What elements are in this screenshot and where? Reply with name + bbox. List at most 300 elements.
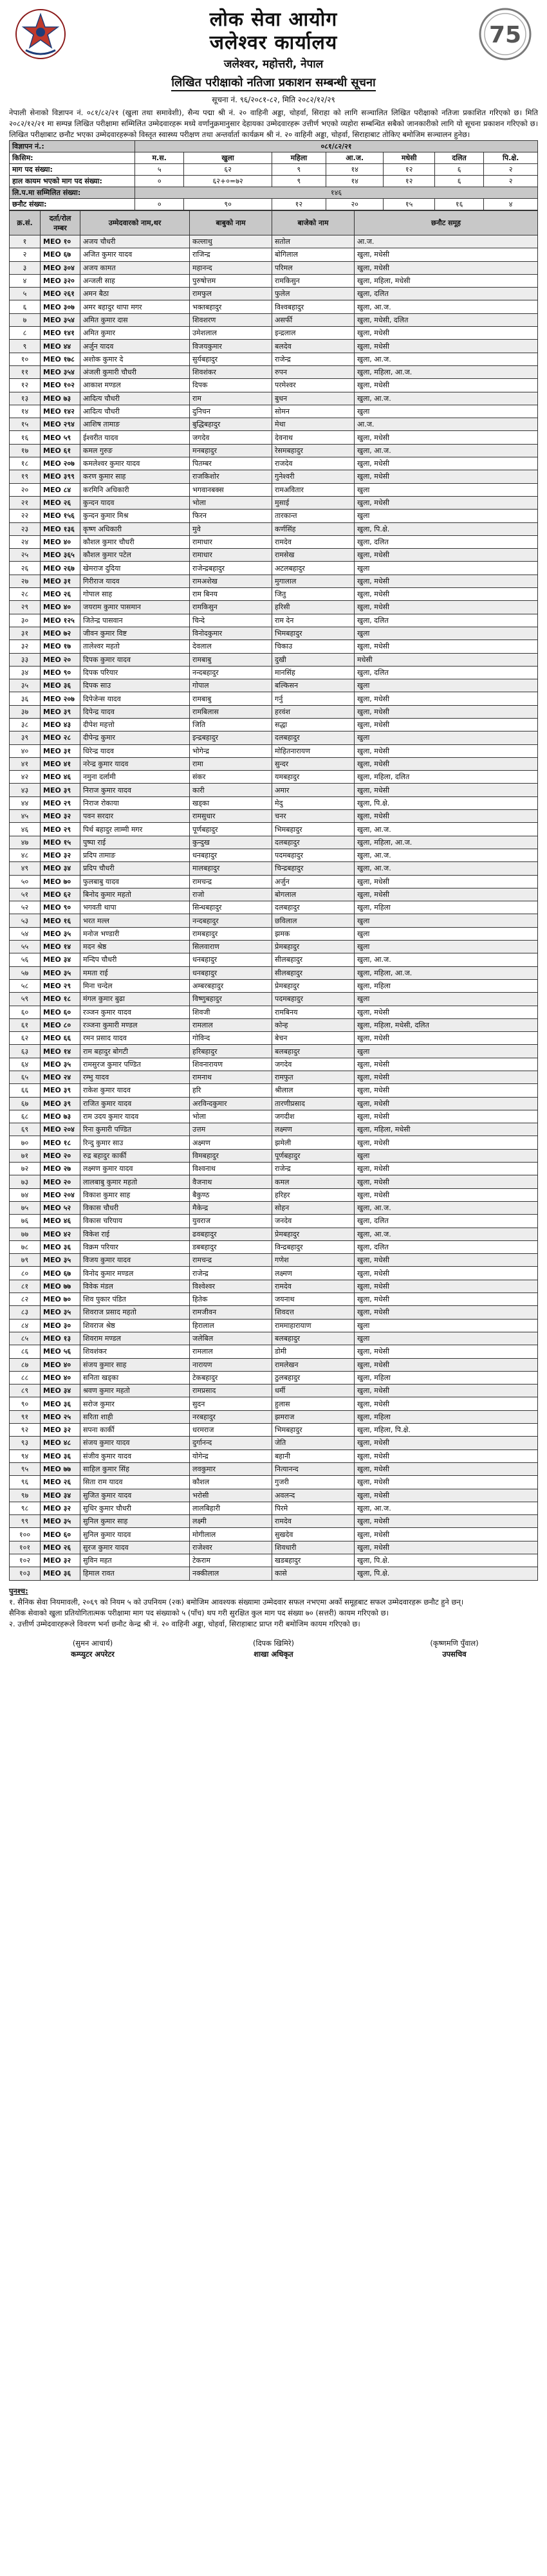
- grandfather-name-cell: अमार: [272, 784, 355, 796]
- table-row: [10, 549, 538, 562]
- candidate-name-cell: अमर बहादुर थापा मगर: [80, 300, 190, 313]
- grandfather-name-cell: बलबहादुर: [272, 1045, 355, 1058]
- serial-cell: ६३: [10, 1045, 41, 1058]
- serial-cell: ४: [10, 274, 41, 287]
- table-row: [10, 1449, 538, 1462]
- serial-cell: २५: [10, 549, 41, 562]
- grandfather-name-cell: विश्वबहादुर: [272, 300, 355, 313]
- grandfather-name-cell: हरवंश: [272, 705, 355, 718]
- passed-label: छनौट संख्या:: [10, 199, 135, 210]
- grandfather-name-cell: जेति: [272, 1437, 355, 1449]
- candidate-name-cell: दिपक साउ: [80, 679, 190, 692]
- father-name-cell: गोविन्द: [190, 1032, 272, 1045]
- demand-cell: २: [484, 164, 538, 176]
- signatory-role: कम्प्युटर अपरेटर: [71, 1649, 115, 1659]
- passed-cell: ४: [484, 199, 538, 210]
- candidate-name-cell: सुनिल कुमार यादव: [80, 1528, 190, 1541]
- total-label: लि.प.मा सम्मिलित संख्या:: [10, 187, 135, 199]
- grandfather-name-cell: मुगालाल: [272, 575, 355, 587]
- roll-number-cell: MEO ३५: [41, 1254, 80, 1267]
- candidate-name-cell: जितेन्द्र पासवान: [80, 614, 190, 627]
- father-name-cell: सिन्धबहादुर: [190, 901, 272, 914]
- father-name-cell: राजकिशोर: [190, 470, 272, 483]
- selection-group-cell: खुला, मधेसी: [355, 1058, 538, 1071]
- roll-number-cell: MEO २६७: [41, 562, 80, 575]
- grandfather-name-cell: राम देन: [272, 614, 355, 627]
- selection-group-cell: खुला, मधेसी: [355, 248, 538, 261]
- serial-cell: ९६: [10, 1476, 41, 1489]
- table-row: [10, 1554, 538, 1567]
- father-name-cell: रामचन्द्र: [190, 875, 272, 888]
- father-name-cell: जिति: [190, 718, 272, 731]
- selection-group-cell: खुला, दलित: [355, 666, 538, 679]
- serial-cell: ५४: [10, 927, 41, 940]
- grandfather-name-cell: डोमी: [272, 1345, 355, 1358]
- father-name-cell: नन्दबहादुर: [190, 666, 272, 679]
- table-row: [10, 1163, 538, 1175]
- selection-group-cell: खुला, मधेसी: [355, 810, 538, 823]
- serial-cell: ३: [10, 261, 41, 274]
- father-name-cell: मालबहादुर: [190, 862, 272, 875]
- selection-group-cell: खुला: [355, 562, 538, 575]
- grandfather-name-cell: सोहन: [272, 1201, 355, 1214]
- selection-group-cell: खुला, मधेसी: [355, 744, 538, 757]
- table-row: [10, 1018, 538, 1031]
- father-name-cell: लक्ष्मी: [190, 1515, 272, 1528]
- table-row: [10, 1397, 538, 1410]
- notes-title: पुनश्च:: [9, 1586, 28, 1596]
- father-name-cell: रामाधार: [190, 535, 272, 548]
- table-row: [10, 1424, 538, 1437]
- roll-number-cell: MEO ३२०: [41, 274, 80, 287]
- selection-group-cell: खुला, मधेसी: [355, 1032, 538, 1045]
- serial-cell: ७४: [10, 1188, 41, 1201]
- grandfather-name-cell: हरिहर: [272, 1188, 355, 1201]
- candidate-name-cell: सुरज कुमार यादव: [80, 1541, 190, 1554]
- father-name-cell: सुर्यबहादुर: [190, 353, 272, 365]
- table-row: [10, 1136, 538, 1149]
- table-row: [10, 405, 538, 418]
- roll-number-cell: MEO ४६: [41, 1215, 80, 1228]
- selection-group-cell: खुला, दलित: [355, 1240, 538, 1253]
- grandfather-name-cell: बलदेव: [272, 340, 355, 353]
- table-row: [10, 1254, 538, 1267]
- serial-cell: ६२: [10, 1032, 41, 1045]
- roll-number-cell: MEO ९०: [41, 666, 80, 679]
- serial-cell: ३४: [10, 666, 41, 679]
- candidate-name-cell: सुधिर कुमार चौधरी: [80, 1502, 190, 1514]
- serial-cell: ३७: [10, 705, 41, 718]
- candidate-name-cell: आदित्य चौधरी: [80, 392, 190, 405]
- father-name-cell: हरिबहादुर: [190, 1045, 272, 1058]
- grandfather-name-cell: खडबहादुर: [272, 1554, 355, 1567]
- org-office: जलेश्वर कार्यालय: [209, 32, 338, 54]
- table-row: [10, 522, 538, 535]
- father-name-cell: नारायण: [190, 1358, 272, 1371]
- candidate-name-cell: शिवशंकर: [80, 1345, 190, 1358]
- father-name-cell: अम्बरबहादुर: [190, 979, 272, 992]
- serial-cell: ११: [10, 365, 41, 378]
- selection-group-cell: खुला, महिला: [355, 1410, 538, 1423]
- candidate-name-cell: नमुना दर्लामी: [80, 771, 190, 784]
- selection-group-cell: खुला, मधेसी: [355, 1267, 538, 1280]
- demand-cell: ६२: [184, 164, 272, 176]
- table-row: [10, 1215, 538, 1228]
- grandfather-name-cell: मेथा: [272, 418, 355, 431]
- serial-cell: १००: [10, 1528, 41, 1541]
- grandfather-name-cell: राजेन्द्र: [272, 353, 355, 365]
- serial-cell: ६७: [10, 1097, 41, 1110]
- roll-number-cell: MEO ६१: [41, 444, 80, 457]
- father-name-cell: हिरालाल: [190, 1319, 272, 1332]
- candidate-name-cell: अशोक कुमार दे: [80, 353, 190, 365]
- grandfather-name-cell: सीलबहादुर: [272, 966, 355, 979]
- selection-group-cell: खुला, दलित: [355, 288, 538, 300]
- total-value: १४६: [135, 187, 538, 199]
- table-row: [10, 718, 538, 731]
- serial-cell: १: [10, 235, 41, 248]
- grandfather-name-cell: गणेश: [272, 1254, 355, 1267]
- selection-group-cell: खुला, मधेसी: [355, 1175, 538, 1188]
- notice-ref: सूचना नं. ९६/२०८१-८२, मिति २०८२/१२/२९: [212, 95, 335, 104]
- notes: [9, 1586, 538, 1630]
- candidate-name-cell: हिमाल रावत: [80, 1567, 190, 1580]
- roll-number-cell: MEO ७०: [41, 875, 80, 888]
- selection-group-cell: खुला, मधेसी: [355, 1071, 538, 1084]
- table-row: [10, 601, 538, 614]
- father-name-cell: विष्णुबहादुर: [190, 993, 272, 1006]
- demand-row: [10, 164, 538, 176]
- serial-cell: ४७: [10, 836, 41, 849]
- roll-number-cell: MEO ४२: [41, 1228, 80, 1240]
- serial-cell: २: [10, 248, 41, 261]
- selection-group-cell: खुला, आ.ज.: [355, 300, 538, 313]
- father-name-cell: हरि: [190, 1084, 272, 1097]
- grandfather-name-cell: दलबहादुर: [272, 731, 355, 744]
- selection-group-cell: खुला, दलित: [355, 535, 538, 548]
- candidate-name-cell: पुष्पा राई: [80, 836, 190, 849]
- candidate-name-cell: कमल गुरुङ: [80, 444, 190, 457]
- father-name-cell: संकर: [190, 771, 272, 784]
- selection-group-cell: खुला, मधेसी: [355, 1254, 538, 1267]
- table-row: [10, 757, 538, 770]
- selection-group-cell: खुला, आ.ज.: [355, 823, 538, 836]
- selection-group-cell: खुला, मधेसी: [355, 261, 538, 274]
- candidate-name-cell: जयराम कुमार पासमान: [80, 601, 190, 614]
- selection-group-cell: खुला, महिला, मधेसी: [355, 274, 538, 287]
- selection-group-cell: खुला, मधेसी: [355, 1358, 538, 1371]
- selection-group-cell: खुला, मधेसी: [355, 1084, 538, 1097]
- father-name-cell: रामलाल: [190, 1018, 272, 1031]
- selection-group-cell: खुला, महिला: [355, 901, 538, 914]
- table-row: [10, 875, 538, 888]
- grandfather-name-cell: पिरमे: [272, 1502, 355, 1514]
- father-name-cell: पुरुषोत्तम: [190, 274, 272, 287]
- demand-cell: ५: [135, 164, 184, 176]
- roll-number-cell: MEO ३९९: [41, 470, 80, 483]
- table-row: [10, 1502, 538, 1514]
- candidate-name-cell: कौशल कुमार चौधरी: [80, 535, 190, 548]
- selection-group-cell: खुला, महिला, आ.ज.: [355, 365, 538, 378]
- government-emblem-icon: [13, 8, 68, 60]
- father-name-cell: नन्दबहादुर: [190, 914, 272, 927]
- roll-number-cell: MEO १८: [41, 1136, 80, 1149]
- candidate-name-cell: दिपक कुमार यादव: [80, 653, 190, 666]
- roll-number-cell: MEO ७०: [41, 1293, 80, 1306]
- grandfather-name-cell: रामफुत: [272, 1071, 355, 1084]
- table-row: [10, 1489, 538, 1502]
- candidate-name-cell: भरत मल्ल: [80, 914, 190, 927]
- table-row: [10, 941, 538, 953]
- serial-cell: ८५: [10, 1332, 41, 1345]
- serial-cell: १९: [10, 470, 41, 483]
- table-row: [10, 340, 538, 353]
- selection-group-cell: खुला, आ.ज.: [355, 862, 538, 875]
- roll-number-cell: MEO २०७: [41, 692, 80, 705]
- father-name-cell: सिलवाराण: [190, 941, 272, 953]
- father-name-cell: राम: [190, 392, 272, 405]
- grandfather-name-cell: रामकिसुन: [272, 274, 355, 287]
- roll-number-cell: MEO ४०: [41, 601, 80, 614]
- table-row: [10, 418, 538, 431]
- signature-operator: [28, 1639, 157, 1659]
- selection-group-cell: खुला, मधेसी: [355, 379, 538, 392]
- roll-number-cell: MEO ३०: [41, 1319, 80, 1332]
- candidate-name-cell: लालबाबु कुमार महतो: [80, 1175, 190, 1188]
- serial-cell: २४: [10, 535, 41, 548]
- grandfather-name-cell: शिवदत्त: [272, 1306, 355, 1319]
- grandfather-name-cell: सीलबहादुर: [272, 953, 355, 966]
- selection-group-cell: खुला, मधेसी: [355, 718, 538, 731]
- selection-group-cell: खुला, मधेसी: [355, 1163, 538, 1175]
- roll-number-cell: MEO ६६: [41, 1032, 80, 1045]
- roll-number-cell: MEO १३६: [41, 522, 80, 535]
- selection-group-cell: खुला, महिला, आ.ज.: [355, 836, 538, 849]
- table-row: [10, 1319, 538, 1332]
- table-row: [10, 470, 538, 483]
- father-name-cell: मनबहादुर: [190, 444, 272, 457]
- candidate-name-cell: कमलेश्वर कुमार यादव: [80, 457, 190, 470]
- serial-cell: ७७: [10, 1228, 41, 1240]
- selection-group-cell: खुला, मधेसी: [355, 1306, 538, 1319]
- selection-group-cell: खुला, मधेसी: [355, 705, 538, 718]
- table-row: [10, 1332, 538, 1345]
- father-name-cell: टेकबहादुर: [190, 1371, 272, 1384]
- serial-cell: ४३: [10, 784, 41, 796]
- category-row: [10, 152, 538, 164]
- candidate-name-cell: मन्दिप चौधरी: [80, 953, 190, 966]
- grandfather-name-cell: भिमबहादुर: [272, 1424, 355, 1437]
- candidate-name-cell: अर्जुन यादव: [80, 340, 190, 353]
- selection-group-cell: खुला, मधेसी: [355, 575, 538, 587]
- roll-number-cell: MEO २६: [41, 588, 80, 601]
- roll-number-cell: MEO ३४: [41, 1489, 80, 1502]
- serial-cell: २७: [10, 575, 41, 587]
- roll-number-cell: MEO ७७: [41, 1462, 80, 1475]
- serial-cell: ५३: [10, 914, 41, 927]
- table-row: [10, 457, 538, 470]
- serial-cell: १७: [10, 444, 41, 457]
- selection-group-cell: खुला, मधेसी: [355, 1136, 538, 1149]
- selection-group-cell: खुला, मधेसी: [355, 1476, 538, 1489]
- roll-number-cell: MEO २०७: [41, 457, 80, 470]
- roll-number-cell: MEO ६०: [41, 1528, 80, 1541]
- serial-cell: ३६: [10, 692, 41, 705]
- father-name-cell: दुर्गानन्द: [190, 1437, 272, 1449]
- selection-group-cell: खुला: [355, 679, 538, 692]
- candidate-name-cell: धिरेन्द्र यादव: [80, 744, 190, 757]
- candidate-name-cell: दीपेन्द्र कुमार: [80, 731, 190, 744]
- table-row: [10, 365, 538, 378]
- table-row: [10, 300, 538, 313]
- grandfather-name-cell: अर्जुन: [272, 875, 355, 888]
- serial-cell: २२: [10, 510, 41, 522]
- selection-group-cell: खुला, मधेसी: [355, 1541, 538, 1554]
- grandfather-name-cell: अवलन्द: [272, 1489, 355, 1502]
- filled-cell: ९: [272, 176, 326, 187]
- candidate-name-cell: अजित कुमार यादव: [80, 248, 190, 261]
- roll-number-cell: MEO १२५: [41, 614, 80, 627]
- table-row: [10, 1293, 538, 1306]
- serial-cell: ७२: [10, 1163, 41, 1175]
- candidate-name-cell: अजय कामत: [80, 261, 190, 274]
- table-row: [10, 1175, 538, 1188]
- table-row: [10, 1385, 538, 1397]
- roll-number-cell: MEO ३६: [41, 679, 80, 692]
- serial-cell: ५१: [10, 888, 41, 901]
- father-name-cell: ढवबहादुर: [190, 1228, 272, 1240]
- grandfather-name-cell: चनर: [272, 810, 355, 823]
- table-row: [10, 1476, 538, 1489]
- serial-cell: ६१: [10, 1018, 41, 1031]
- col-header-father: बाबुको नाम: [190, 211, 272, 235]
- selection-group-cell: खुला, महिला, आ.ज.: [355, 966, 538, 979]
- table-row: [10, 327, 538, 340]
- father-name-cell: अक्ष्मण: [190, 1136, 272, 1149]
- table-row: [10, 627, 538, 639]
- grandfather-name-cell: गुजरी: [272, 1476, 355, 1489]
- table-row: [10, 274, 538, 287]
- notice-title: लिखित परीक्षाको नतिजा प्रकाशन सम्बन्धी सूचना: [171, 76, 375, 91]
- roll-number-cell: MEO १७८: [41, 353, 80, 365]
- roll-number-cell: MEO २६: [41, 1476, 80, 1489]
- signatory-role: शाखा अधिकृत: [254, 1649, 293, 1659]
- filled-cell: ६: [434, 176, 483, 187]
- candidate-name-cell: अमित कुमार दास: [80, 313, 190, 326]
- candidate-name-cell: प्रदिप तामाङ: [80, 849, 190, 861]
- candidate-name-cell: मंगल कुमार बुढा: [80, 993, 190, 1006]
- table-row: [10, 235, 538, 248]
- table-row: [10, 901, 538, 914]
- grandfather-name-cell: रामलेखन: [272, 1358, 355, 1371]
- candidate-name-cell: विक्रम परियार: [80, 1240, 190, 1253]
- grandfather-name-cell: रुपन: [272, 365, 355, 378]
- roll-number-cell: MEO १३: [41, 1332, 80, 1345]
- demand-cell: ६: [434, 164, 483, 176]
- table-row: [10, 653, 538, 666]
- candidate-name-cell: श्रवण कुमार महतो: [80, 1385, 190, 1397]
- serial-cell: ९३: [10, 1437, 41, 1449]
- serial-cell: ६८: [10, 1110, 41, 1123]
- father-name-cell: राजेन्द्रबहादुर: [190, 562, 272, 575]
- serial-cell: ४५: [10, 810, 41, 823]
- father-name-cell: रामबाबु: [190, 653, 272, 666]
- grandfather-name-cell: बल्किसन: [272, 679, 355, 692]
- advert-row: [10, 141, 538, 152]
- serial-cell: ५६: [10, 953, 41, 966]
- roll-number-cell: MEO ३२: [41, 810, 80, 823]
- grandfather-name-cell: सोमन: [272, 405, 355, 418]
- selection-group-cell: खुला, पि.क्षे.: [355, 796, 538, 809]
- selection-group-cell: खुला, महिला, मधेसी: [355, 1123, 538, 1136]
- selection-group-cell: खुला, मधेसी: [355, 875, 538, 888]
- table-row: [10, 1032, 538, 1045]
- table-row: [10, 966, 538, 979]
- roll-number-cell: MEO ३२: [41, 1424, 80, 1437]
- candidate-name-cell: फुलबाबु यादव: [80, 875, 190, 888]
- roll-number-cell: MEO ३२: [41, 849, 80, 861]
- table-row: [10, 288, 538, 300]
- roll-number-cell: MEO २८: [41, 731, 80, 744]
- table-row: [10, 1528, 538, 1541]
- grandfather-name-cell: गुनेश्वरी: [272, 470, 355, 483]
- selection-group-cell: खुला, मधेसी: [355, 1462, 538, 1475]
- selection-group-cell: खुला, मधेसी: [355, 1397, 538, 1410]
- serial-cell: ८६: [10, 1345, 41, 1358]
- serial-cell: ९१: [10, 1410, 41, 1423]
- vacancy-info-table: [9, 140, 538, 210]
- table-row: [10, 431, 538, 444]
- candidate-name-cell: करण कुमार साह: [80, 470, 190, 483]
- candidate-name-cell: शिवराम मण्डल: [80, 1332, 190, 1345]
- father-name-cell: फिरन: [190, 510, 272, 522]
- grandfather-name-cell: बोगलाल: [272, 888, 355, 901]
- candidate-name-cell: विकास चरियाय: [80, 1215, 190, 1228]
- serial-cell: ८७: [10, 1358, 41, 1371]
- selection-group-cell: खुला: [355, 510, 538, 522]
- grandfather-name-cell: कोन्ह: [272, 1018, 355, 1031]
- candidate-name-cell: जीवन कुमार विष्ट: [80, 627, 190, 639]
- grandfather-name-cell: रामअवितार: [272, 483, 355, 496]
- roll-number-cell: MEO ६७: [41, 248, 80, 261]
- father-name-cell: विजयकुमार: [190, 340, 272, 353]
- candidate-name-cell: ईश्वरीत यादव: [80, 431, 190, 444]
- roll-number-cell: MEO २६: [41, 496, 80, 509]
- serial-cell: ८: [10, 327, 41, 340]
- selection-group-cell: खुला, मधेसी: [355, 601, 538, 614]
- father-name-cell: रामनाथ: [190, 1071, 272, 1084]
- serial-cell: ४४: [10, 796, 41, 809]
- serial-cell: ७९: [10, 1254, 41, 1267]
- roll-number-cell: MEO ३४: [41, 1385, 80, 1397]
- serial-cell: ३३: [10, 653, 41, 666]
- filled-cell: २: [484, 176, 538, 187]
- father-name-cell: मैकेन्द्र: [190, 1201, 272, 1214]
- selection-group-cell: खुला, महिला: [355, 979, 538, 992]
- selection-group-cell: मधेसी: [355, 653, 538, 666]
- father-name-cell: अरविन्दकुमार: [190, 1097, 272, 1110]
- roll-number-cell: MEO १८: [41, 993, 80, 1006]
- father-name-cell: योगेन्द्र: [190, 1449, 272, 1462]
- father-name-cell: विमबहादुर: [190, 1149, 272, 1162]
- roll-number-cell: MEO ३५: [41, 1058, 80, 1071]
- grandfather-name-cell: जगदीश: [272, 1110, 355, 1123]
- father-name-cell: रामसुधार: [190, 810, 272, 823]
- candidate-name-cell: अजय चौधरी: [80, 235, 190, 248]
- selection-group-cell: खुला, मधेसी: [355, 1345, 538, 1358]
- serial-cell: ८०: [10, 1267, 41, 1280]
- candidate-name-cell: नरेन्द्र कुमार यादव: [80, 757, 190, 770]
